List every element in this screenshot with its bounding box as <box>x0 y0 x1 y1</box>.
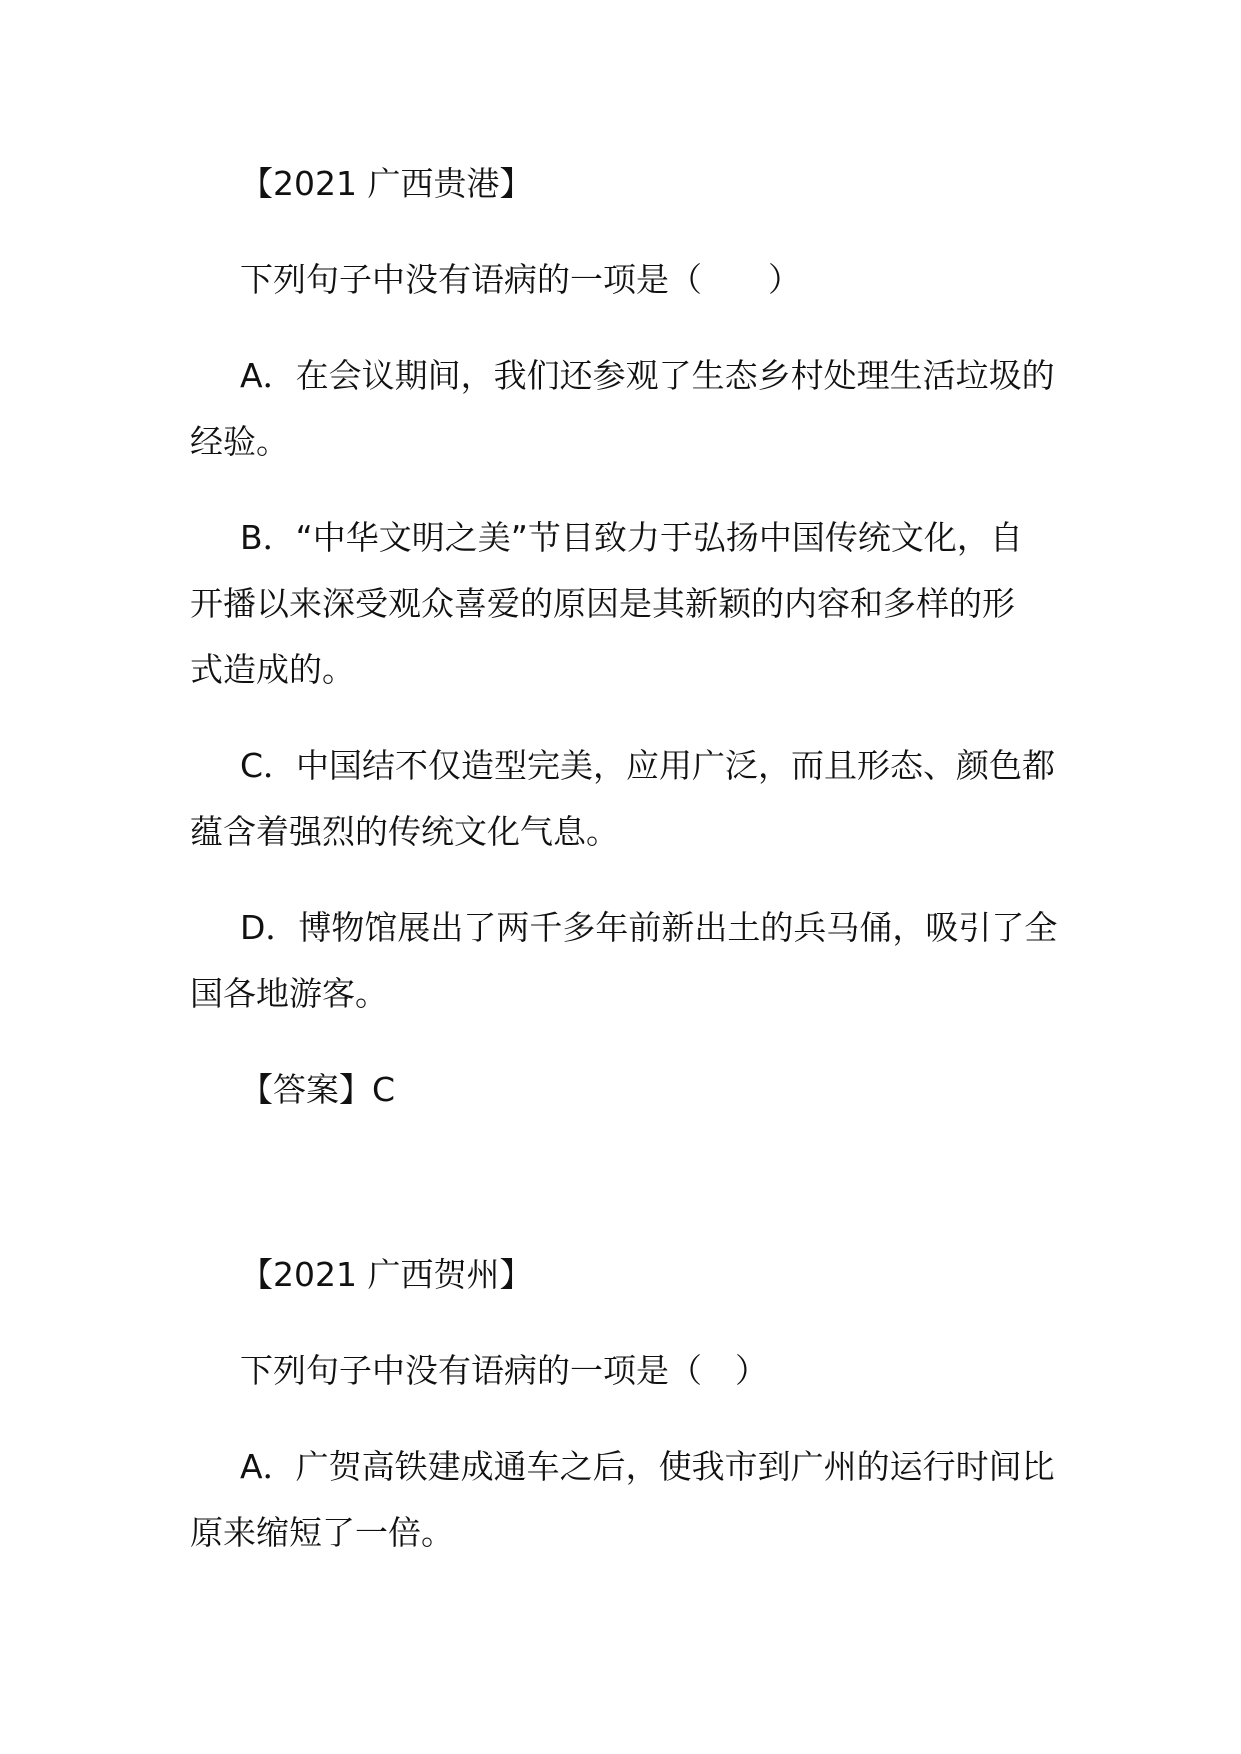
question-source <box>190 1242 1090 1308</box>
option-line: 国各地游客。 <box>190 974 388 1013</box>
option-line: D．博物馆展出了两千多年前新出土的兵马俑，吸引了全 <box>240 908 1058 947</box>
option-d <box>190 895 1090 1027</box>
question-source-text: 【2021 广西贵港】 <box>240 164 533 203</box>
option-line: 式造成的。 <box>190 650 355 689</box>
question-stem-text: 下列句子中没有语病的一项是（ ） <box>240 260 801 299</box>
answer-text: 【答案】C <box>240 1070 396 1109</box>
option-b <box>190 505 1090 703</box>
option-c <box>190 733 1090 865</box>
option-line: 蕴含着强烈的传统文化气息。 <box>190 812 619 851</box>
document-content <box>190 151 1090 1596</box>
option-line: A．广贺高铁建成通车之后，使我市到广州的运行时间比 <box>240 1447 1055 1486</box>
option-line: C．中国结不仅造型完美，应用广泛，而且形态、颜色都 <box>240 746 1056 785</box>
question-source <box>190 151 1090 217</box>
option-line: B．“中华文明之美”节目致力于弘扬中国传统文化，自 <box>240 518 1023 557</box>
question-stem-text: 下列句子中没有语病的一项是（ ） <box>240 1351 768 1390</box>
option-a <box>190 343 1090 475</box>
option-line: 开播以来深受观众喜爱的原因是其新颖的内容和多样的形 <box>190 584 1015 623</box>
question-separator <box>190 1153 1090 1242</box>
option-line: A．在会议期间，我们还参观了生态乡村处理生活垃圾的 <box>240 356 1055 395</box>
answer <box>190 1057 1090 1123</box>
option-line: 原来缩短了一倍。 <box>190 1513 454 1552</box>
question-stem <box>190 247 1090 313</box>
option-a <box>190 1434 1090 1566</box>
option-line: 经验。 <box>190 422 289 461</box>
question-stem <box>190 1338 1090 1404</box>
question-source-text: 【2021 广西贺州】 <box>240 1255 533 1294</box>
